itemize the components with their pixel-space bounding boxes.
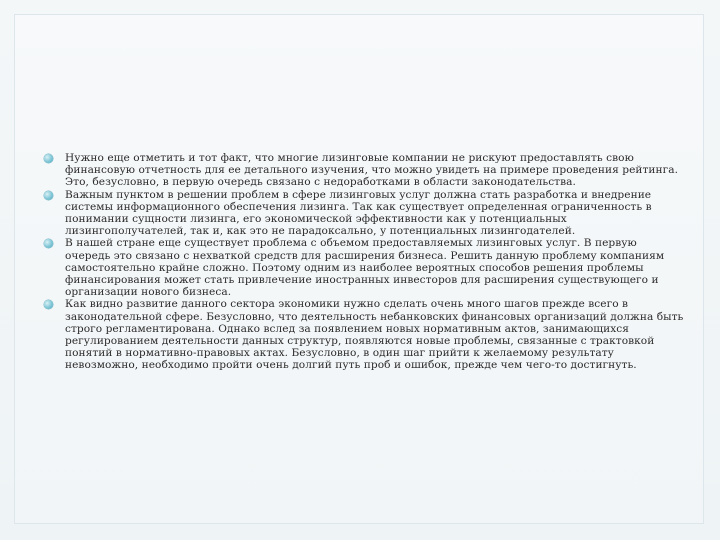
round-bullet-icon — [44, 154, 53, 163]
bullet-list — [44, 152, 684, 372]
bullet-item — [44, 152, 684, 189]
bullet-item — [44, 298, 684, 371]
bullet-text: В нашей стране еще существует проблема с объемом предоставляемых лизинговых услуг. В первую очередь это связано с нехваткой средств для расширения бизнеса. Решить данную проблему компаниям самостоятельно крайне сложно. Поэтому одним из наиболее вероятных способов решения проблемы финансирования может стать привлечение иностранных инвесторов для расширения существующего и организации нового бизнеса. — [65, 237, 665, 299]
bullet-text: Нужно еще отметить и тот факт, что многие лизинговые компании не рискуют предоставлять свою финансовую отчетность для ее детального изучения, что можно увидеть на примере проведения рейтинга. Это, безусловно, в первую очередь связано с недоработками в области законодательства. — [65, 152, 679, 189]
bullet-item — [44, 189, 684, 238]
bullet-text: Как видно развитие данного сектора экономики нужно сделать очень много шагов прежде всего в законодательной сфере. Безусловно, что деятельность небанковских финансовых организаций должна быть строго регламентирована. Однако вслед за появлением новых нормативным актов, занимающихся регулированием деятельности данных структур, появляются новые проблемы, связанные с трактовкой понятий в нормативно-правовых актах. Безусловно, в один шаг прийти к желаемому результату невозможно, необходимо пройти очень долгий путь проб и ошибок, прежде чем чего-то достигнуть. — [65, 298, 684, 372]
round-bullet-icon — [44, 300, 53, 309]
bullet-item — [44, 237, 684, 298]
round-bullet-icon — [44, 239, 53, 248]
round-bullet-icon — [44, 191, 53, 200]
bullet-text: Важным пунктом в решении проблем в сфере лизинговых услуг должна стать разработка и внедрение системы информационного обеспечения лизинга. Так как существует определенная ограниченность в понимании сущности лизинга, его экономической эффективности как у потенциальных лизингополучателей, так и, как это не парадоксально, у потенциальных лизингодателей. — [65, 188, 652, 238]
